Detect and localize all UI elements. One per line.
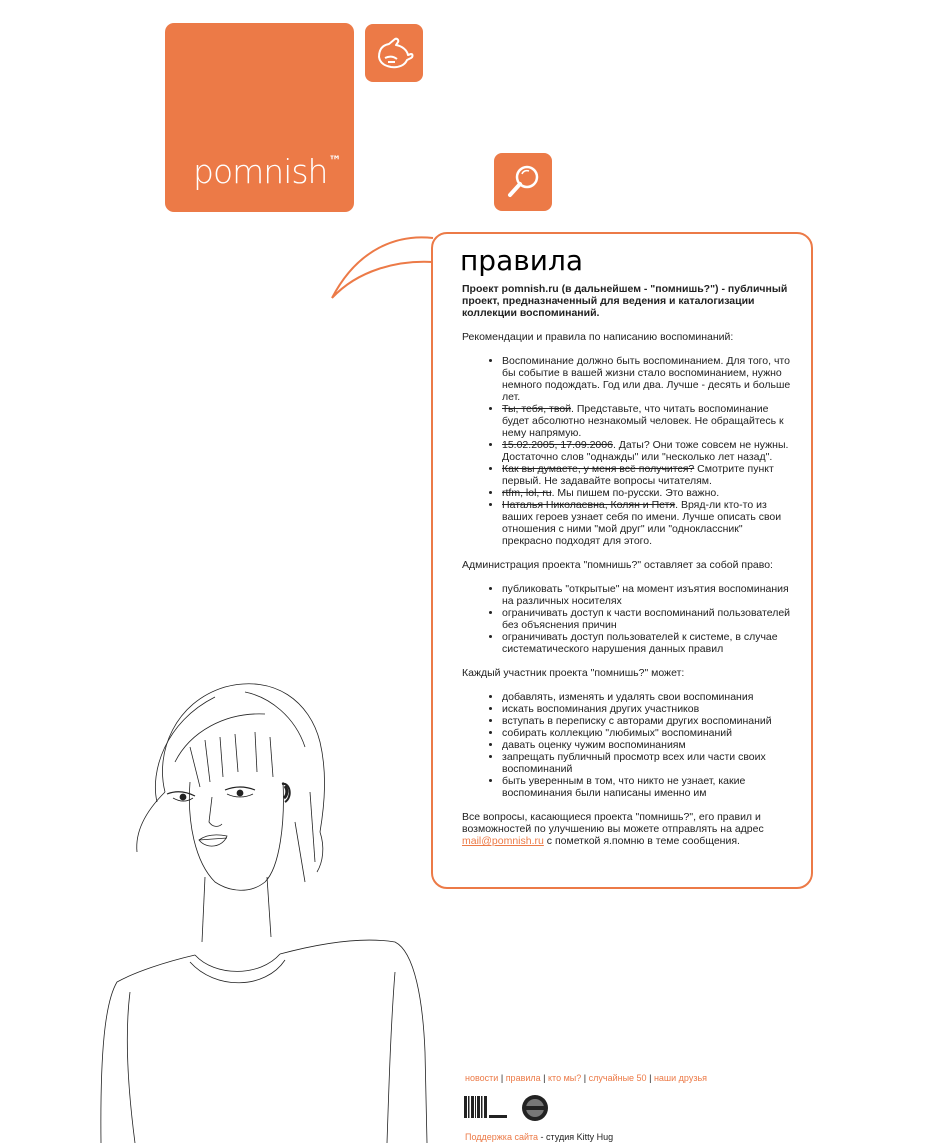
admin-heading: Администрация проекта "помнишь?" оставляет за собой право: [462,559,773,571]
list-item: • ограничивать доступ к части воспоминаний пользователей без объяснения причин [502,607,792,631]
nav-separator: | [583,1073,587,1083]
struck-example: Наталья Николаевна, Колян и Петя [502,499,676,511]
rules-intro: Проект pomnish.ru (в дальнейшем - "помнишь?") - публичный проект, предназначенный для ведения и каталогизации коллекции воспоминаний. [462,283,788,319]
rule-text: Воспоминание должно быть воспоминанием. Для того, что бы событие в вашей жизни стало воспоминанием, нужно немного подождать. Год или два. Лучше - десять и больше лет. [502,355,791,403]
member-rights-list [462,691,792,799]
member-heading: Каждый участник проекта "помнишь?" может: [462,667,685,679]
support-link[interactable]: Поддержка сайта [465,1132,539,1142]
list-item: • собирать коллекцию "любимых" воспоминаний [502,727,792,739]
search-button[interactable] [494,153,552,211]
struck-example: Ты, тебя, твой [502,403,572,415]
magnifier-icon [503,162,543,202]
round-badge-icon[interactable] [522,1095,548,1121]
list-item: • быть уверенным в том, что никто не узнает, какие воспоминания были написаны именно им [502,775,792,799]
rule-text: Смотрите пункт первый. Не задавайте вопросы читателям. [502,463,774,487]
rule-text: . Мы пишем по-русски. Это важно. [551,487,720,499]
list-item [502,463,792,487]
footer-link-random[interactable]: случайные 50 [588,1073,647,1083]
list-item [502,499,792,547]
list-item: • искать воспоминания других участников [502,703,792,715]
credit-text: - студия Kitty Hug [538,1132,614,1142]
list-item: • вступать в переписку с авторами других воспоминаний [502,715,792,727]
recommendations-list [462,355,792,547]
logo-tile[interactable] [165,23,354,212]
barcode-logo-icon[interactable] [464,1096,507,1118]
logo-wordmark: pomnish [193,152,328,191]
footer-link-news[interactable]: новости [465,1073,499,1083]
struck-example: Как вы думаете, у меня всё получится? [502,463,695,475]
contact-paragraph [462,811,792,847]
list-item: • публиковать "открытые" на момент изъятия воспоминания на различных носителях [502,583,792,607]
nav-separator: | [500,1073,504,1083]
portrait-illustration [95,672,435,1143]
bird-button[interactable] [365,24,423,82]
footer-link-about[interactable]: кто мы? [548,1073,582,1083]
footer-credit [465,1132,613,1143]
bird-icon [373,35,415,71]
rule-text: . Даты? Они тоже совсем не нужны. Достаточно слов "однажды" или "несколько лет назад". [502,439,789,463]
list-item [502,355,792,403]
list-item: • запрещать публичный просмотр всех или части своих воспоминаний [502,751,792,775]
list-item: • ограничивать доступ пользователей к системе, в случае систематического нарушения данных правил [502,631,792,655]
rules-content [462,283,792,859]
contact-suffix: с пометкой я.помню в теме сообщения. [543,835,740,847]
admin-rights-list [462,583,792,655]
struck-example: 15.02.2005, 17.09.2006 [502,439,613,451]
partner-logos [462,1093,552,1123]
logo-text [193,152,341,191]
list-item [502,487,792,499]
logo-tm: ™ [328,154,341,169]
recommendations-heading: Рекомендации и правила по написанию воспоминаний: [462,331,734,343]
bubble-tail [328,228,438,308]
list-item [502,439,792,463]
footer-link-friends[interactable]: наши друзья [653,1073,708,1083]
nav-separator: | [543,1073,546,1083]
nav-separator: | [649,1073,652,1083]
contact-text: Все вопросы, касающиеся проекта "помнишь?", его правил и возможностей по улучшению вы можете отправлять на адрес [462,811,764,835]
page-title: правила [460,244,583,277]
footer-nav [465,1073,707,1084]
struck-example: rtfm, lol, ru [502,487,552,499]
rule-text: . Вряд-ли кто-то из ваших героев узнает себя по имени. Лучше описать свои отношения с ними "мой друг" или "одноклассник" прекрасно подходят для этого. [502,499,782,547]
rule-text: . Представьте, что читать воспоминание будет абсолютно незнакомый человек. Не обращайтесь к нему напрямую. [502,403,784,439]
list-item: • добавлять, изменять и удалять свои воспоминания [502,691,792,703]
list-item [502,403,792,439]
list-item: • давать оценку чужим воспоминаниям [502,739,792,751]
email-link[interactable]: mail@pomnish.ru [462,835,544,847]
footer-link-rules[interactable]: правила [505,1073,541,1083]
